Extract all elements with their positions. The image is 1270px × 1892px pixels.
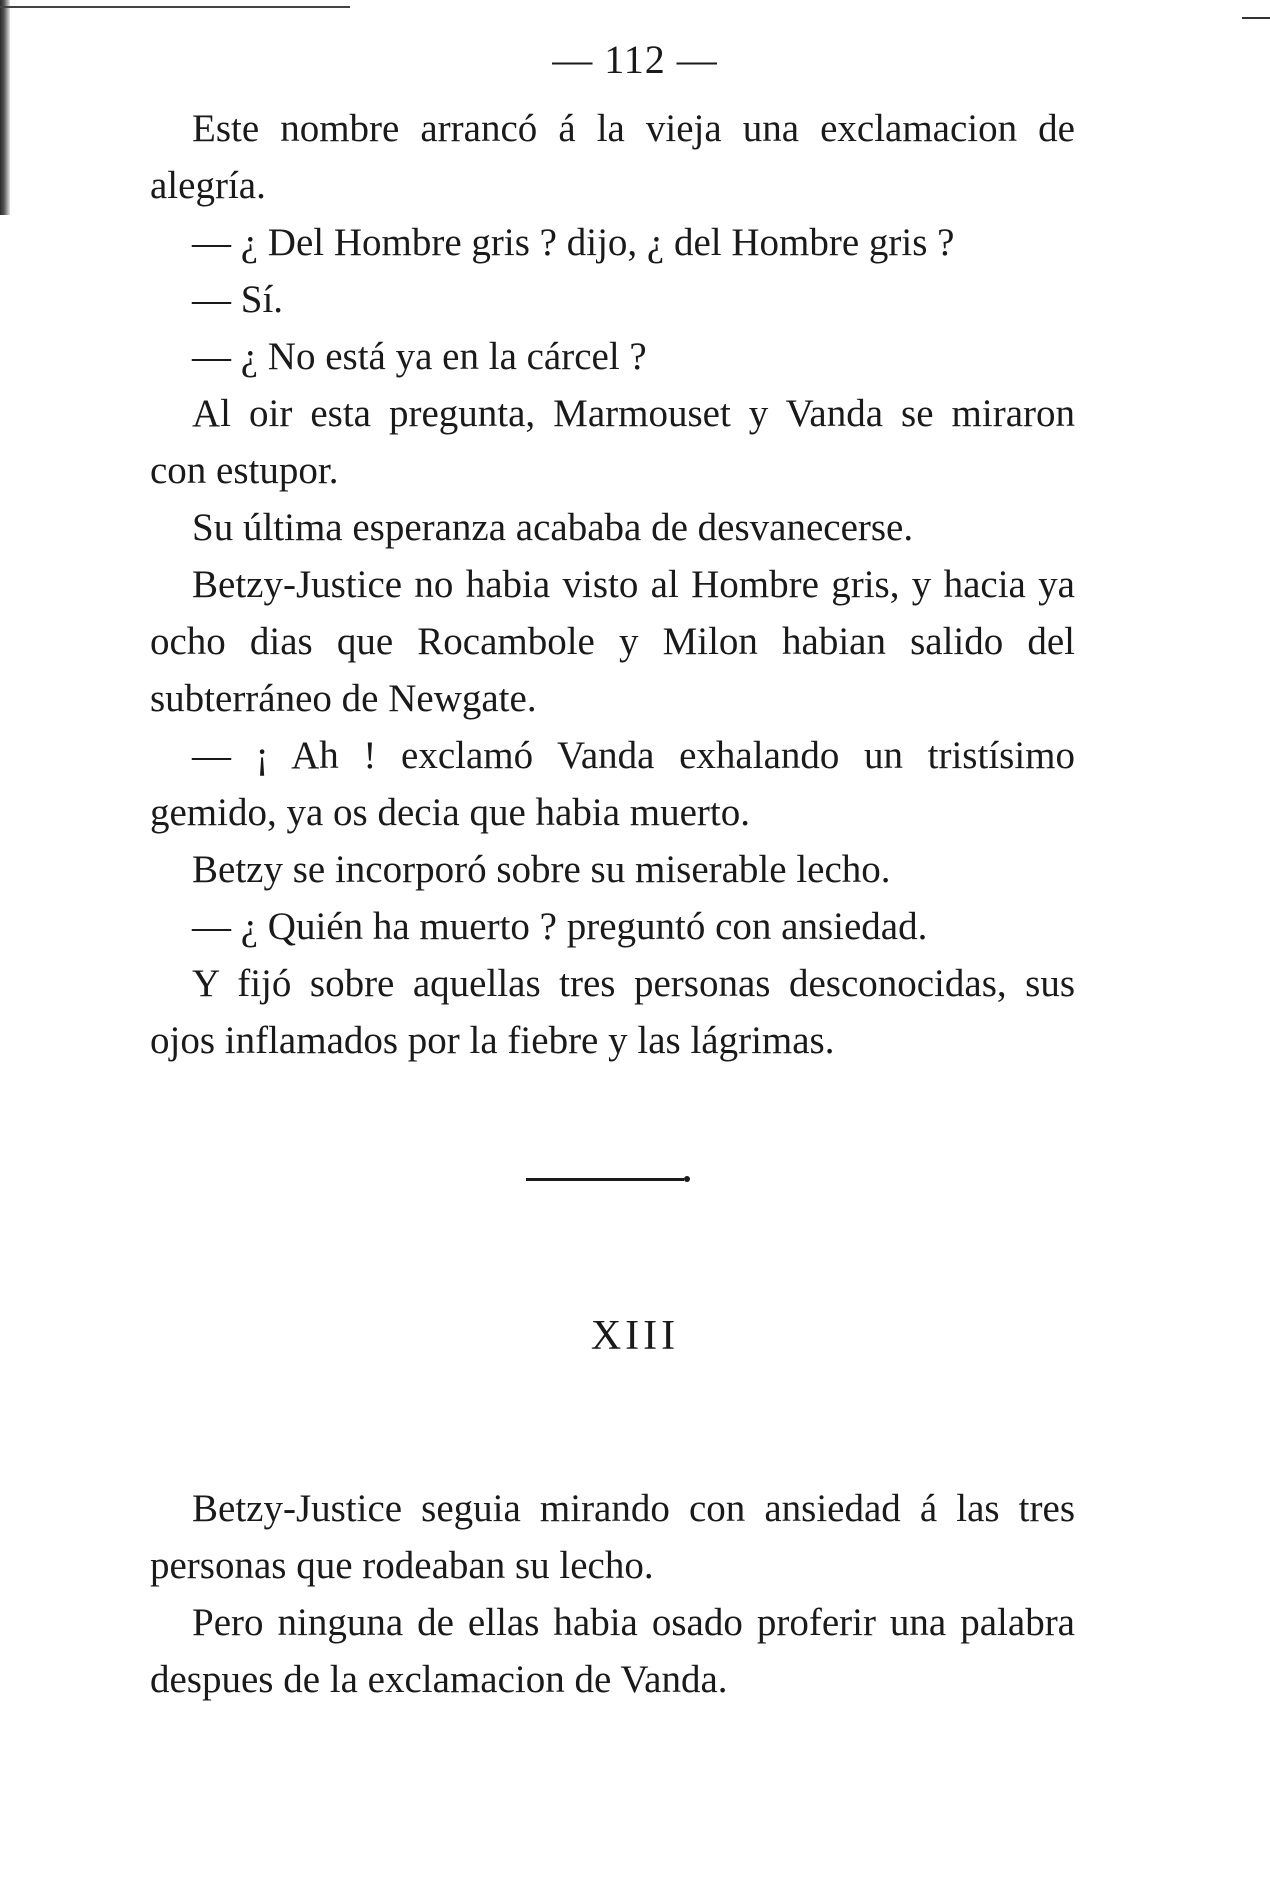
paragraph: — ¡ Ah ! exclamó Vanda exhalando un tristísimo gemido, ya os decia que habia muerto. [150, 734, 1075, 834]
paragraph: Betzy se incorporó sobre su miserable lecho. [192, 848, 891, 891]
paragraph: — ¿ Del Hombre gris ? dijo, ¿ del Hombre gris ? [192, 221, 955, 264]
paragraph: — ¿ No está ya en la cárcel ? [192, 335, 647, 378]
paragraph: — Sí. [192, 278, 284, 321]
paragraph: Este nombre arrancó á la vieja una exclamacion de alegría. [150, 107, 1075, 207]
paragraph: — ¿ Quién ha muerto ? preguntó con ansiedad. [192, 905, 928, 948]
paragraph: Al oir esta pregunta, Marmouset y Vanda se miraron con estupor. [150, 392, 1075, 492]
paragraph: Pero ninguna de ellas habia osado proferir una palabra despues de la exclamacion de Vanda. [150, 1601, 1075, 1701]
section-separator [526, 1178, 684, 1181]
text-block-top [150, 100, 1075, 1069]
text-block-bottom [150, 1480, 1075, 1708]
paragraph: Betzy-Justice no habia visto al Hombre gris, y hacia ya ocho dias que Rocambole y Milon habian salido del subterráneo de Newgate. [150, 563, 1075, 720]
paragraph: Betzy-Justice seguia mirando con ansiedad á las tres personas que rodeaban su lecho. [150, 1487, 1075, 1587]
page-number: — 112 — [552, 37, 718, 82]
paragraph: Su última esperanza acababa de desvanecerse. [192, 506, 914, 549]
page-edge-shadow [0, 0, 10, 215]
chapter-title: XIII [590, 1313, 680, 1359]
page-right-mark [1242, 17, 1270, 19]
page-top-edge [0, 6, 350, 8]
paragraph: Y fijó sobre aquellas tres personas desconocidas, sus ojos inflamados por la fiebre y las lágrimas. [150, 962, 1075, 1062]
